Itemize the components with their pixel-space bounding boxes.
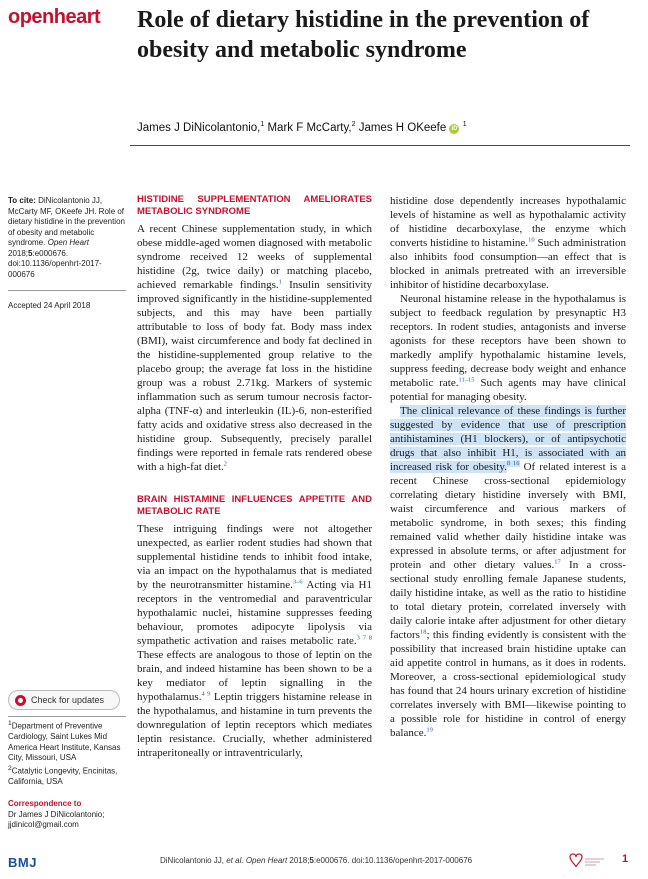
author-affil-sup: 1	[260, 121, 265, 128]
paragraph-text: Such agents may have clinical potential for managing obesity.	[390, 377, 626, 403]
affil-sup: 1	[8, 720, 12, 727]
highlighted-text[interactable]: The clinical relevance of these findings is further suggested by evidence that use of prescription antihistamines (H1 blockers), or of antipsychotic drugs that also inhibit H1, is associated with an increased risk for obesity.	[390, 405, 626, 473]
cite-journal: Open Heart	[47, 238, 89, 247]
reference-link[interactable]: 8 16	[506, 460, 520, 468]
cite-label: To cite:	[8, 196, 36, 205]
affil-sup: 2	[8, 764, 12, 772]
paragraph	[390, 194, 626, 292]
cite-year: 2018;	[8, 248, 29, 258]
paragraph-text: These intriguing findings were not altogether unexpected, as earlier rodent studies had shown that supplemental histidine tends to inhibit food intake, via an impact on the hypothalamus that is mediated by the neurotransmitter histamine.	[137, 523, 372, 591]
cite-doi[interactable]: :e000676. doi:10.1136/openhrt-2017-000676	[8, 248, 102, 279]
footer-cite-journal: et al. Open Heart	[226, 856, 288, 865]
page-number: 1	[622, 853, 629, 865]
crossmark-icon	[15, 695, 26, 706]
author-name[interactable]: James H OKeefe	[358, 121, 447, 134]
section-heading: HISTIDINE SUPPLEMENTATION AMELIORATES METABOLIC SYNDROME	[137, 194, 372, 217]
paragraph-text: A recent Chinese supplementation study, in which obese middle-aged women diagnosed with metabolic syndrome received 12 weeks of supplemental histidine (2g, twice daily) or matching placebo, achieved remarkable findings.	[137, 223, 372, 291]
cite-text: DiNicolantonio JJ, McCarty MF, OKeefe JH. Role of dietary histidine in the prevention of obesity and metabolic syndrome.	[8, 196, 125, 247]
footer-cite-volume: 5	[309, 856, 314, 865]
paragraph-text: ; this finding evidently is consistent with the possibility that increased brain histidine uptake can aid appetite control in humans, as it does in rodents. Moreover, a cross-sectional epidemiological study has found that 24 hours urinary excretion of histidine correlates inversely with BMI—likewise pointing to a possible role for histidine in control of energy balance.	[390, 629, 626, 739]
paragraph-text: Of related interest is a recent Chinese cross-sectional epidemiology correlating dietary histidine inversely with BMI, waist circumference and various markers of metabolic syndrome, in both sexes; this finding remained valid whether daily histidine intake was expressed in absolute terms, or after adjustment for protein and other dietary values.	[390, 461, 626, 571]
reference-link[interactable]: 1	[278, 278, 282, 286]
paragraph-text: In a cross-sectional study enrolling female Japanese students, daily histidine intake, as well as the ratio to histidine to total dietary protein, correlated inversely with daily calorie intake after adjustment for other dietary factors	[390, 559, 626, 641]
footer-cite-doi[interactable]: :e000676. doi:10.1136/openhrt-2017-000676	[313, 856, 473, 865]
paragraph-text: Neuronal histamine release in the hypothalamus is subject to feedback regulation by presynaptic H3 receptors. In rodent studies, antagonists and inverse agonists for these receptors have been shown to markedly amplify hypothalamic histamine levels, suppress feeding, decrease body weight and enhance metabolic rate.	[390, 293, 626, 389]
reference-link[interactable]: 3 7 8	[356, 634, 372, 642]
paragraph-text: Insulin sensitivity improved significantly in the histidine-supplemented subjects, and this may have been partially attributable to loss of body fat. Body mass index (BMI), waist circumference and body fat declined in the histidine-supplemented group relative to the placebo group; the average fat loss in the histidine group was a robust 2.71kg. Markers of systemic inflammation such as serum tumour necrosis factor-alpha (TNF-α) and interleukin (IL)-6, non-esterified fatty acids and oxidative stress also decreased in the histidine group. Subsequently, precisely parallel findings were reported in female rats rendered obese with a high-fat diet.	[137, 279, 373, 473]
correspondence-name: Dr James J DiNicolantonio;	[8, 809, 105, 819]
affil-text: Catalytic Longevity, Encinitas, California, USA	[8, 766, 118, 786]
society-logo-icon	[566, 851, 606, 871]
correspondence-email[interactable]: jjdinicol@gmail.com	[8, 820, 79, 829]
paragraph-text: Such administration also inhibits food consumption—an effect that is blocked in animals pretreated with an irreversible inhibitor of histidine decarboxylase.	[390, 237, 626, 291]
paragraph	[137, 522, 372, 760]
correspondence	[8, 799, 126, 831]
paragraph-text: histidine dose dependently increases hypothalamic levels of histamine as well as hypothalamic activity of histidine decarboxylase, the enzyme which converts histidine to histamine.	[390, 195, 626, 249]
footer-cite-text: 2018;	[287, 856, 310, 865]
paragraph	[137, 222, 372, 474]
paragraph-text: Acting via H1 receptors in the ventromedial and paraventricular hypothalamic nuclei, histamine suppresses feeding behaviour, promotes adipocyte lipolysis via sympathetic activation and raises metabolic rate.	[137, 579, 372, 647]
sidebar-divider	[8, 290, 126, 291]
bmj-logo: BMJ	[8, 855, 37, 870]
title-divider	[130, 145, 630, 146]
reference-link[interactable]: 18	[419, 628, 427, 636]
affil-text: Department of Preventive Cardiology, Saint Lukes Mid America Heart Institute, Kansas City, Missouri, USA	[8, 721, 121, 763]
reference-link[interactable]: 4 9	[201, 690, 211, 698]
affiliation-1	[8, 719, 126, 764]
paragraph	[390, 404, 626, 740]
reference-link[interactable]: 3–6	[292, 578, 303, 586]
author-name[interactable]: Mark F McCarty,	[267, 121, 352, 134]
paragraph-text: Leptin triggers histamine release in the hypothalamus, and histamine in turn prevents the downregulation of leptin receptors which mediates leptin resistance. Crucially, whether administered intraperitoneally or intraventricularly,	[137, 691, 373, 759]
paragraph-text: These effects are analogous to those of leptin on the brain, and indeed histamine has been shown to be a key mediator of leptin signalling in the hypothalamus.	[137, 649, 372, 703]
affiliations	[8, 719, 126, 787]
reference-link[interactable]: 11–15	[458, 376, 475, 384]
correspondence-heading: Correspondence to	[8, 799, 82, 808]
body-column-2	[390, 194, 626, 740]
reference-link[interactable]: 10	[528, 236, 535, 244]
cite-volume: 5	[28, 248, 33, 258]
author-name[interactable]: James J DiNicolantonio,	[137, 121, 261, 134]
author-affil-sup: 1	[462, 121, 467, 128]
sidebar-divider	[8, 716, 126, 717]
check-updates-label: Check for updates	[31, 695, 105, 705]
article-title: Role of dietary histidine in the prevention of obesity and metabolic syndrome	[137, 7, 590, 63]
journal-logo: openheart	[8, 6, 101, 28]
author-affil-sup: 2	[351, 121, 356, 128]
check-for-updates-button[interactable]	[8, 690, 120, 710]
footer-citation	[160, 856, 472, 865]
accepted-date: Accepted 24 April 2018	[8, 301, 91, 310]
section-heading: BRAIN HISTAMINE INFLUENCES APPETITE AND METABOLIC RATE	[137, 494, 372, 517]
citation-block	[8, 196, 126, 280]
reference-link[interactable]: 17	[554, 558, 561, 566]
orcid-icon[interactable]: iD	[451, 125, 458, 132]
footer-cite-text: DiNicolantonio JJ,	[160, 856, 227, 865]
paragraph	[390, 292, 626, 404]
body-column-1	[137, 194, 372, 760]
reference-link[interactable]: 19	[426, 726, 433, 734]
reference-link[interactable]: 2	[223, 460, 228, 468]
affiliation-2	[8, 764, 126, 788]
author-list	[137, 121, 467, 134]
